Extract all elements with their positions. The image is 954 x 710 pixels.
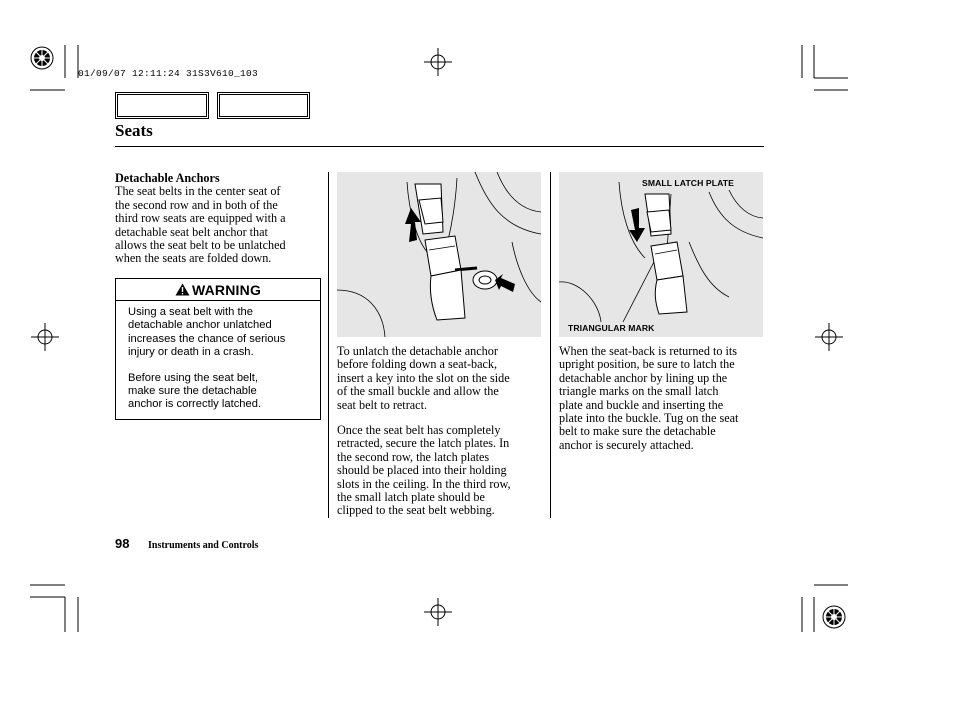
registration-rosette-icon [823,606,845,628]
body-line: before folding down a seat-back, [337,357,498,372]
body-line: the small latch plate should be [337,490,485,505]
body-line: the second row, the latch plates [337,449,490,464]
body-line: detachable anchor by lining up the [559,370,728,385]
seat-belt-unlatch-drawing [337,172,541,337]
page-number: 98 [115,536,130,551]
middle-column [337,345,547,518]
body-line: clipped to the seat belt webbing. [337,503,495,518]
body-line: When the seat-back is returned to its [559,344,738,358]
warning-label: WARNING [191,281,262,298]
warning-line: make sure the detachable [128,385,257,398]
body-line: retracted, secure the latch plates. In [337,436,510,451]
body-line: slots in the ceiling. In the third row, [337,476,511,491]
body-line: insert a key into the slot on the side [337,370,510,385]
warning-box [115,278,321,420]
body-line: detachable seat belt anchor that [115,224,268,239]
unlatch-illustration [337,172,541,337]
warning-line: anchor is correctly latched. [128,398,262,411]
body-line: the second row and in both of the [115,197,278,212]
body-line: anchor is securely attached. [559,437,694,452]
registration-rosette-icon [31,47,53,69]
body-line: of the small buckle and allow the [337,384,499,399]
body-line: plate and buckle and inserting the [559,397,724,412]
body-line: To unlatch the detachable anchor [337,344,498,358]
body-line: belt to make sure the detachable [559,424,716,439]
subsection-heading: Detachable Anchors [115,171,220,185]
warning-triangle-icon [175,283,190,296]
header-tab-blank [115,92,209,119]
body-line: third row seats are equipped with a [115,211,286,226]
body-line: should be placed into their holding [337,463,507,478]
left-column [115,172,320,266]
column-divider [550,172,551,518]
figure-label-small-latch-plate: SMALL LATCH PLATE [642,178,734,188]
warning-line: injury or death in a crash. [128,346,254,359]
warning-line: Using a seat belt with the [128,306,253,318]
body-line: triangle marks on the small latch [559,384,719,399]
right-column [559,345,769,452]
header-tab-blank [217,92,310,119]
column-divider [328,172,329,518]
figure-label-triangular-mark: TRIANGULAR MARK [568,323,655,333]
body-line: The seat belts in the center seat of [115,184,281,199]
warning-line: increases the chance of serious [128,332,286,345]
body-line: upright position, be sure to latch the [559,357,735,372]
warning-line: Before using the seat belt, [128,371,258,384]
body-line: when the seats are folded down. [115,251,272,266]
print-stamp: 01/09/07 12:11:24 31S3V610_103 [78,68,259,79]
body-line: plate into the buckle. Tug on the seat [559,411,739,426]
warning-text [128,306,285,412]
footer-section: Instruments and Controls [148,540,259,551]
body-line: Once the seat belt has completely [337,423,501,438]
body-line: allows the seat belt to be unlatched [115,238,286,253]
warning-line: detachable anchor unlatched [128,319,272,332]
warning-header [116,279,320,301]
seat-belt-latch-drawing [559,172,763,337]
latch-illustration [559,172,763,337]
body-line: seat belt to retract. [337,397,428,412]
title-rule [115,146,764,147]
page-title: Seats [115,121,153,140]
